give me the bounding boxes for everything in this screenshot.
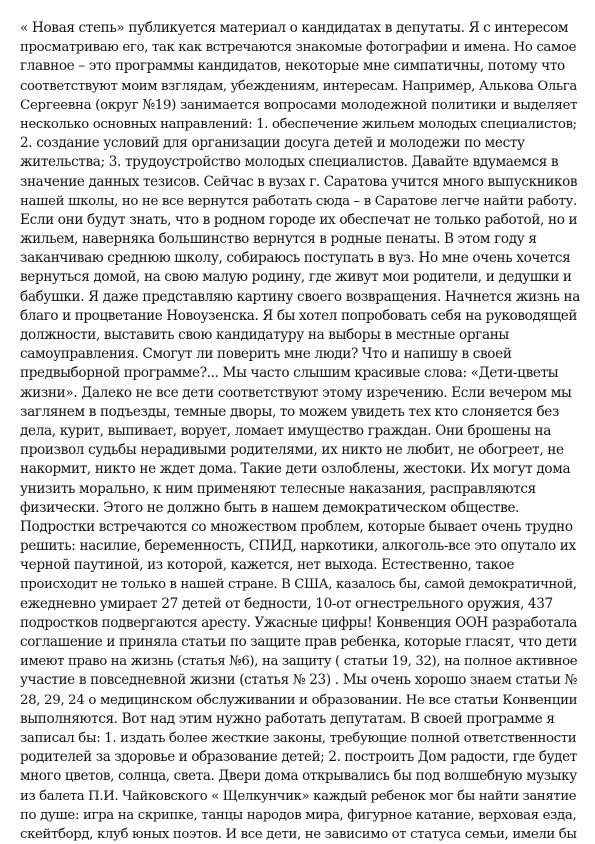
text-line: Если они будут знать, что в родном городе их обеспечат не только работой, но и	[20, 211, 578, 228]
text-line: родителей за здоровье и образование детей; 2. построить Дом радости, где будет	[20, 749, 577, 766]
text-line: выполняются. Вот над этим нужно работать депутатам. В своей программе я	[20, 710, 555, 727]
text-line: благо и процветание Новоузенска. Я бы хотел попробовать себя на руководящей	[20, 307, 578, 324]
text-line: по душе: игра на скрипке, танцы народов мира, фигурное катание, верховая езда,	[20, 807, 577, 823]
text-line: предвыборной программе?... Мы часто слышим красивые слова: «Дети-цветы	[20, 365, 559, 382]
text-line: 28, 29, 24 о медицинском обслуживании и образовании. Не все статьи Конвенции	[20, 692, 578, 708]
text-line: соответствуют моим взглядам, убеждениям, интересам. Например, Алькова Ольга	[20, 78, 577, 94]
text-line: унизить морально, к ним применяют телесные наказания, расправляются	[20, 480, 536, 497]
text-line: жительства; 3. трудоустройство молодых специалистов. Давайте вдумаемся в	[20, 154, 559, 171]
text-line: самоуправления. Смогут ли поверить мне люди? Что и напишу в своей	[20, 346, 512, 363]
text-line: решить: насилие, беременность, СПИД, наркотики, алкоголь-все это опутало их	[20, 538, 576, 555]
text-line: вернуться домой, на свою малую родину, где живут мои родители, и дедушки и	[20, 269, 572, 286]
text-line: соглашение и приняла статьи по защите прав ребенка, которые гласят, что дети	[20, 634, 577, 650]
text-line: просматриваю его, так как встречаются знакомые фотографии и имена. Но самое	[20, 40, 577, 56]
text-line: Подростки встречаются со множеством проблем, которые бывает очень трудно	[20, 518, 573, 535]
text-line: заглянем в подъезды, темные дворы, то можем увидеть тех кто слоняется без	[20, 403, 560, 420]
text-line: физически. Этого не должно быть в нашем демократическом обществе.	[20, 499, 520, 516]
text-line: нашей школы, но не все вернутся работать сюда – в Саратове легче найти работу.	[20, 193, 577, 209]
text-line: Сергеевна (округ №19) занимается вопросами молодежной политики и выделяет	[20, 97, 578, 113]
text-line: жильем, наверняка большинство вернутся в родные пенаты. В этом году я	[20, 231, 537, 248]
text-line: из балета П.И. Чайковского « Щелкунчик» каждый ребенок мог бы найти занятие	[20, 788, 577, 804]
article-body	[20, 19, 580, 844]
text-line: скейтборд, клуб юных поэтов. И все дети, не зависимо от статуса семьи, имели бы	[20, 826, 577, 842]
text-line: главное – это программы кандидатов, некоторые мне симпатичны, потому что	[20, 58, 565, 75]
text-line: накормит, никто не ждет дома. Такие дети озлоблены, жестоки. Их могут дома	[20, 461, 571, 478]
text-line: несколько основных направлений: 1. обеспечение жильем молодых специалистов;	[20, 116, 577, 132]
text-line: подростков подвергаются аресту. Ужасные цифры! Конвенция ООН разработала	[20, 614, 577, 631]
text-line: записал бы: 1. издать более жесткие законы, требующие полной ответственности	[20, 730, 577, 746]
text-line: бабушки. Я даже представляю картину своего возвращения. Начнется жизнь на	[20, 288, 580, 305]
text-line: черной паутиной, из которой, кажется, нет выхода. Естественно, такое	[20, 557, 515, 574]
text-line: много цветов, солнца, света. Двери дома открывались бы под волшебную музыку	[20, 768, 577, 785]
text-line: произвол судьбы нерадивыми родителями, их никто не любит, не обогреет, не	[20, 442, 564, 459]
text-line: участие в повседневной жизни (статья № 23) . Мы очень хорошо знаем статьи №	[20, 672, 578, 689]
text-line: дела, курит, выпивает, ворует, ломает имущество граждан. Они брошены на	[20, 422, 551, 439]
text-line: значение данных тезисов. Сейчас в вузах г. Саратова учится много выпускников	[20, 173, 578, 190]
text-line: ежедневно умирает 27 детей от бедности, 10-от огнестрельного оружия, 437	[20, 595, 553, 612]
text-line: 2. создание условий для организации досуга детей и молодежи по месту	[20, 135, 525, 152]
text-line: должности, выставить свою кандидатуру на выборы в местные органы	[20, 327, 509, 343]
text-line: « Новая степь» публикуется материал о кандидатах в депутаты. Я с интересом	[20, 20, 569, 36]
text-line: заканчиваю среднюю школу, собираюсь поступать в вуз. Но мне очень хочется	[20, 250, 571, 267]
text-line: имеют право на жизнь (статья №6), на защиту ( статьи 19, 32), на полное активное	[20, 654, 578, 670]
text-line: происходит не только в нашей стране. В США, казалось бы, самой демократичной,	[20, 577, 577, 593]
text-line: жизни». Далеко не все дети соответствуют этому изречению. Если вечером мы	[20, 384, 572, 401]
